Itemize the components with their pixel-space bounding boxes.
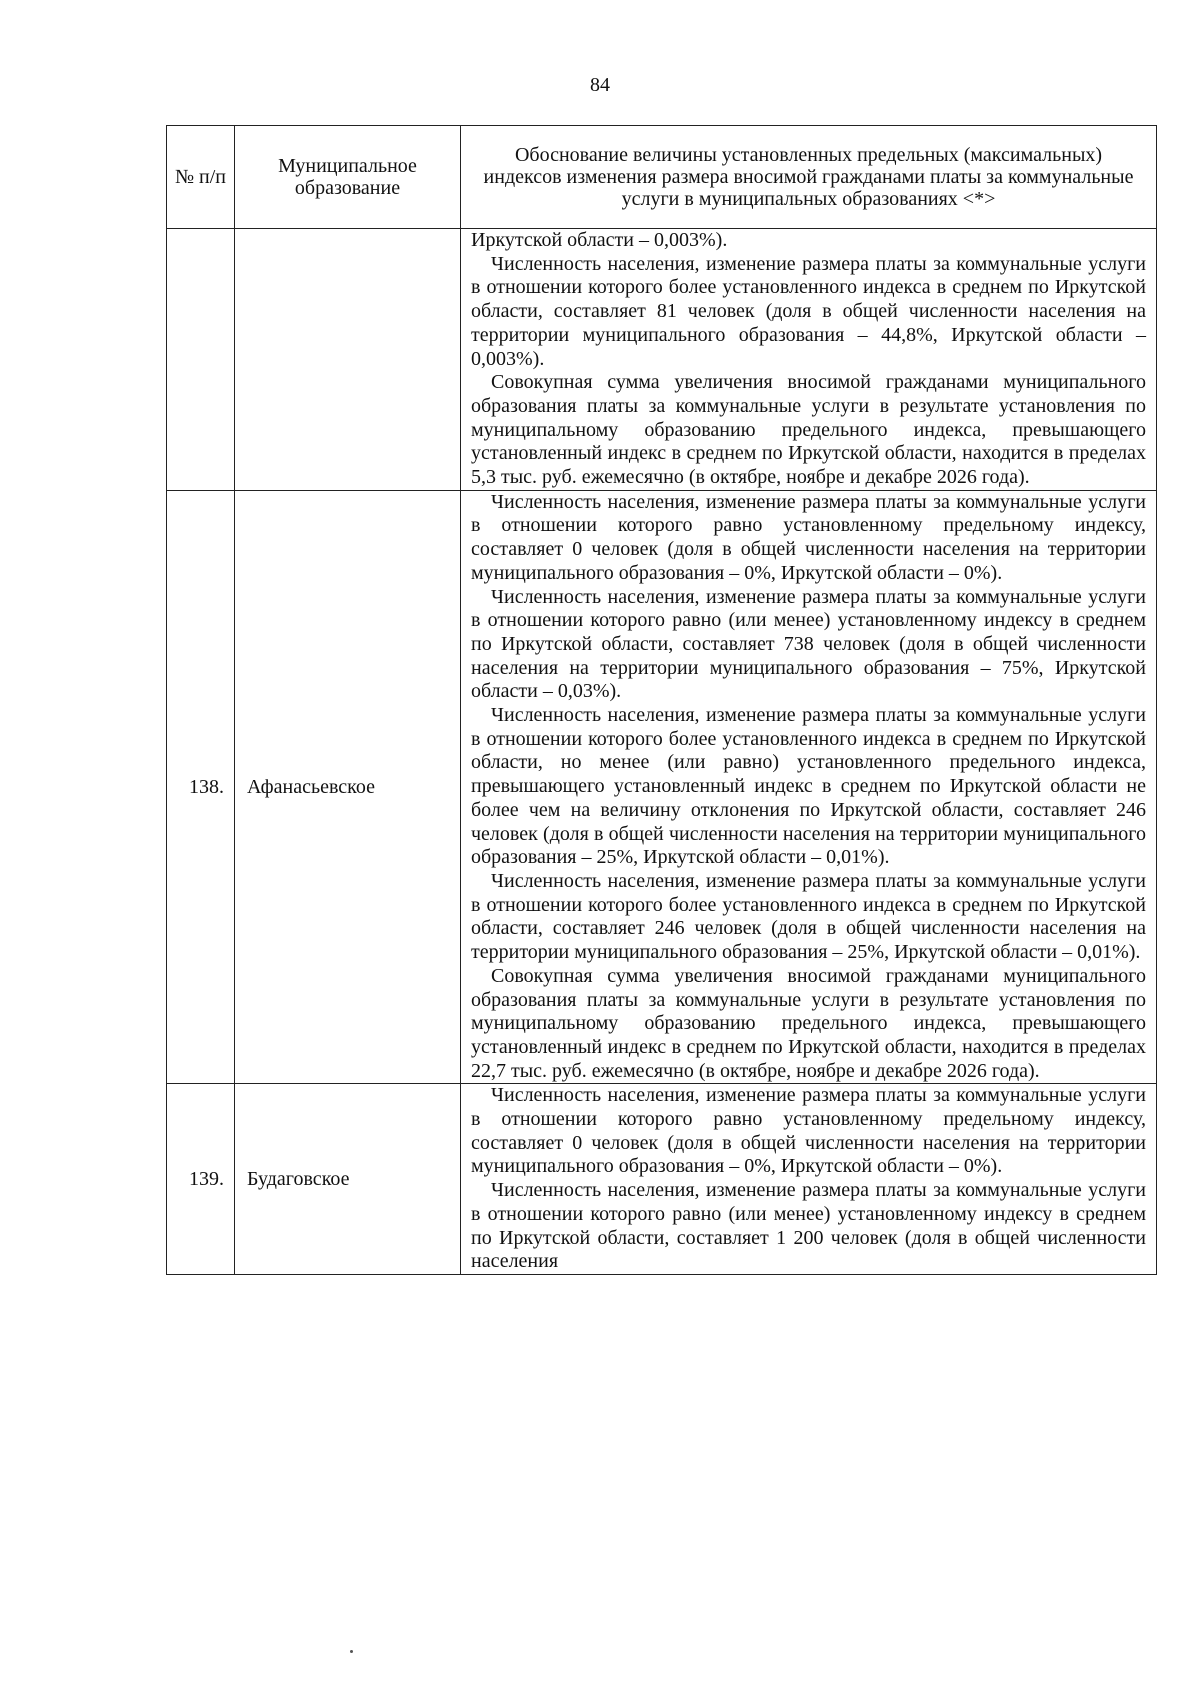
row-justification — [461, 490, 1157, 1084]
justification-paragraph: Численность населения, изменение размера платы за коммунальные услуги в отношении которого более установленного индекса в среднем по Иркутской области, составляет 246 человек (доля в общей численности населения на территории муниципального образования – 25%, Иркутской области – 0,01%). — [471, 869, 1146, 964]
justification-paragraph: Численность населения, изменение размера платы за коммунальные услуги в отношении которого равно (или менее) установленному индексу в среднем по Иркутской области, составляет 738 человек (доля в общей численности населения на территории муниципального образования – 75%, Иркутской области – 0,03%). — [471, 585, 1146, 703]
page-number: 84 — [590, 74, 610, 96]
header-justification: Обоснование величины установленных предельных (максимальных) индексов изменения размера вносимой гражданами платы за коммунальные услуги в муниципальных образованиях <*> — [461, 126, 1157, 229]
row-number: 139. — [167, 1084, 235, 1275]
row-municipality: Афанасьевское — [235, 490, 461, 1084]
justification-paragraph: Численность населения, изменение размера платы за коммунальные услуги в отношении которого более установленного индекса в среднем по Иркутской области, составляет 81 человек (доля в общей численности населения на территории муниципального образования – 44,8%, Иркутской области – 0,003%). — [471, 252, 1146, 370]
row-number — [167, 229, 235, 491]
table-row — [167, 1084, 1157, 1275]
justification-paragraph: Иркутской области – 0,003%). — [471, 229, 728, 251]
table-header-row — [167, 126, 1157, 229]
scan-dot-mark — [350, 1650, 353, 1653]
row-municipality: Будаговское — [235, 1084, 461, 1275]
row-number: 138. — [167, 490, 235, 1084]
row-justification — [461, 1084, 1157, 1275]
justification-paragraph: Численность населения, изменение размера платы за коммунальные услуги в отношении которого более установленного индекса в среднем по Иркутской области, но менее (или равно) установленного предельного индекса, превышающего установленный индекс в среднем по Иркутской области не более чем на величину отклонения по Иркутской области, составляет 246 человек (доля в общей численности населения на территории муниципального образования – 25%, Иркутской области – 0,01%). — [471, 704, 1146, 869]
table-row — [167, 229, 1157, 491]
row-justification — [461, 229, 1157, 491]
justification-paragraph: Численность населения, изменение размера платы за коммунальные услуги в отношении которого равно установленному предельному индексу, составляет 0 человек (доля в общей численности населения на территории муниципального образования – 0%, Иркутской области – 0%). — [471, 490, 1146, 584]
table-row — [167, 490, 1157, 1084]
justification-paragraph: Численность населения, изменение размера платы за коммунальные услуги в отношении которого равно (или менее) установленному индексу в среднем по Иркутской области, составляет 1 200 человек (доля в общей численности населения — [471, 1179, 1146, 1273]
row-municipality — [235, 229, 461, 491]
justification-paragraph: Численность населения, изменение размера платы за коммунальные услуги в отношении которого равно установленному предельному индексу, составляет 0 человек (доля в общей численности населения на территории муниципального образования – 0%, Иркутской области – 0%). — [471, 1084, 1146, 1178]
header-municipality: Муниципальное образование — [235, 126, 461, 229]
header-number: № п/п — [167, 126, 235, 229]
justification-paragraph: Совокупная сумма увеличения вносимой гражданами муниципального образования платы за коммунальные услуги в результате установления по муниципальному образованию предельного индекса, превышающего установленный индекс в среднем по Иркутской области, находится в пределах 5,3 тыс. руб. ежемесячно (в октябре, ноябре и декабре 2026 года). — [471, 371, 1146, 489]
justification-paragraph: Совокупная сумма увеличения вносимой гражданами муниципального образования платы за коммунальные услуги в результате установления по муниципальному образованию предельного индекса, превышающего установленный индекс в среднем по Иркутской области, находится в пределах 22,7 тыс. руб. ежемесячно (в октябре, ноябре и декабре 2026 года). — [471, 964, 1146, 1082]
justification-table — [166, 125, 1157, 1275]
